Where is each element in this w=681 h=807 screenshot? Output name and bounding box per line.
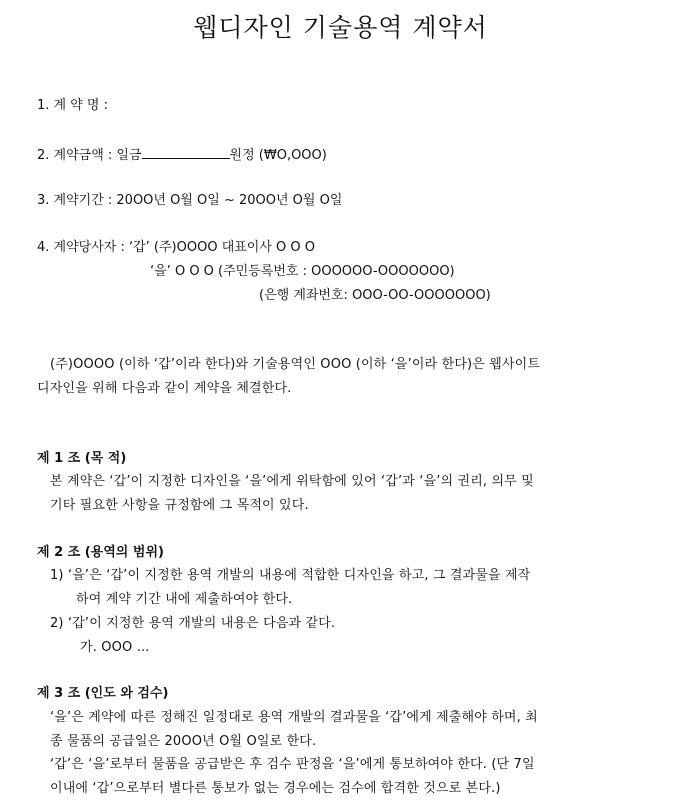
contract-amount-prefix: 2. 계약금액 : 일금 xyxy=(37,148,142,163)
article-2-heading: 제 2 조 (용역의 범위) xyxy=(37,545,164,560)
article-1-line-1: 본 계약은 ‘갑’이 지정한 디자인을 ‘을’에게 위탁함에 있어 ‘갑’과 ‘을’의 권리, 의무 및 xyxy=(50,474,534,489)
contract-period-line: 3. 계약기간 : 20OO년 O월 O일 ~ 20OO년 O월 O일 xyxy=(37,193,343,208)
article-3-heading: 제 3 조 (인도 와 검수) xyxy=(37,686,169,701)
contract-name-line: 1. 계 약 명 : xyxy=(37,98,108,113)
article-2-line-1: 1) ‘을’은 ‘갑’이 지정한 용역 개발의 내용에 적합한 디자인을 하고, 그 결과물을 제작 xyxy=(50,568,531,583)
article-3-line-1: ‘을’은 계약에 따른 정해진 일정대로 용역 개발의 결과물을 ‘갑’에게 제출해야 하며, 최 xyxy=(50,710,538,725)
article-2-line-3: 2) ‘갑’이 지정한 용역 개발의 내용은 다음과 같다. xyxy=(50,616,336,631)
article-3-line-4: 이내에 ‘갑’으로부터 별다른 통보가 없는 경우에는 검수에 합격한 것으로 본다.) xyxy=(50,781,501,796)
article-3-line-3: ‘갑’은 ‘을’로부터 물품을 공급받은 후 검수 판정을 ‘을’에게 통보하여야 한다. (단 7일 xyxy=(50,757,535,772)
article-1-heading: 제 1 조 (목 적) xyxy=(37,451,127,466)
article-3-line-2: 종 물품의 공급일은 20OO년 O월 O일로 한다. xyxy=(50,734,317,749)
party-b-line: ‘을’ O O O (주민등록번호 : OOOOOO-OOOOOOO) xyxy=(150,264,455,279)
party-b-bank-line: (은행 계좌번호: OOO-OO-OOOOOOO) xyxy=(259,288,491,303)
document-title: 웹디자인 기술용역 계약서 xyxy=(193,13,488,42)
contract-amount-suffix: 원정 (₩O,OOO) xyxy=(229,148,327,163)
article-2-line-4: 가. OOO ... xyxy=(80,640,150,655)
amount-blank-field xyxy=(142,146,230,159)
intro-line-2: 디자인을 위해 다음과 같이 계약을 체결한다. xyxy=(37,381,292,396)
intro-line-1: (주)OOOO (이하 ‘갑’이라 한다)와 기술용역인 OOO (이하 ‘을’이라 한다)은 웹사이트 xyxy=(50,357,541,372)
article-2-line-2: 하여 계약 기간 내에 제출하여야 한다. xyxy=(76,592,293,607)
article-1-line-2: 기타 필요한 사항을 규정함에 그 목적이 있다. xyxy=(50,498,309,513)
contract-amount-line xyxy=(37,146,327,164)
party-a-line: 4. 계약당사자 : ‘갑’ (주)OOOO 대표이사 O O O xyxy=(37,240,316,255)
